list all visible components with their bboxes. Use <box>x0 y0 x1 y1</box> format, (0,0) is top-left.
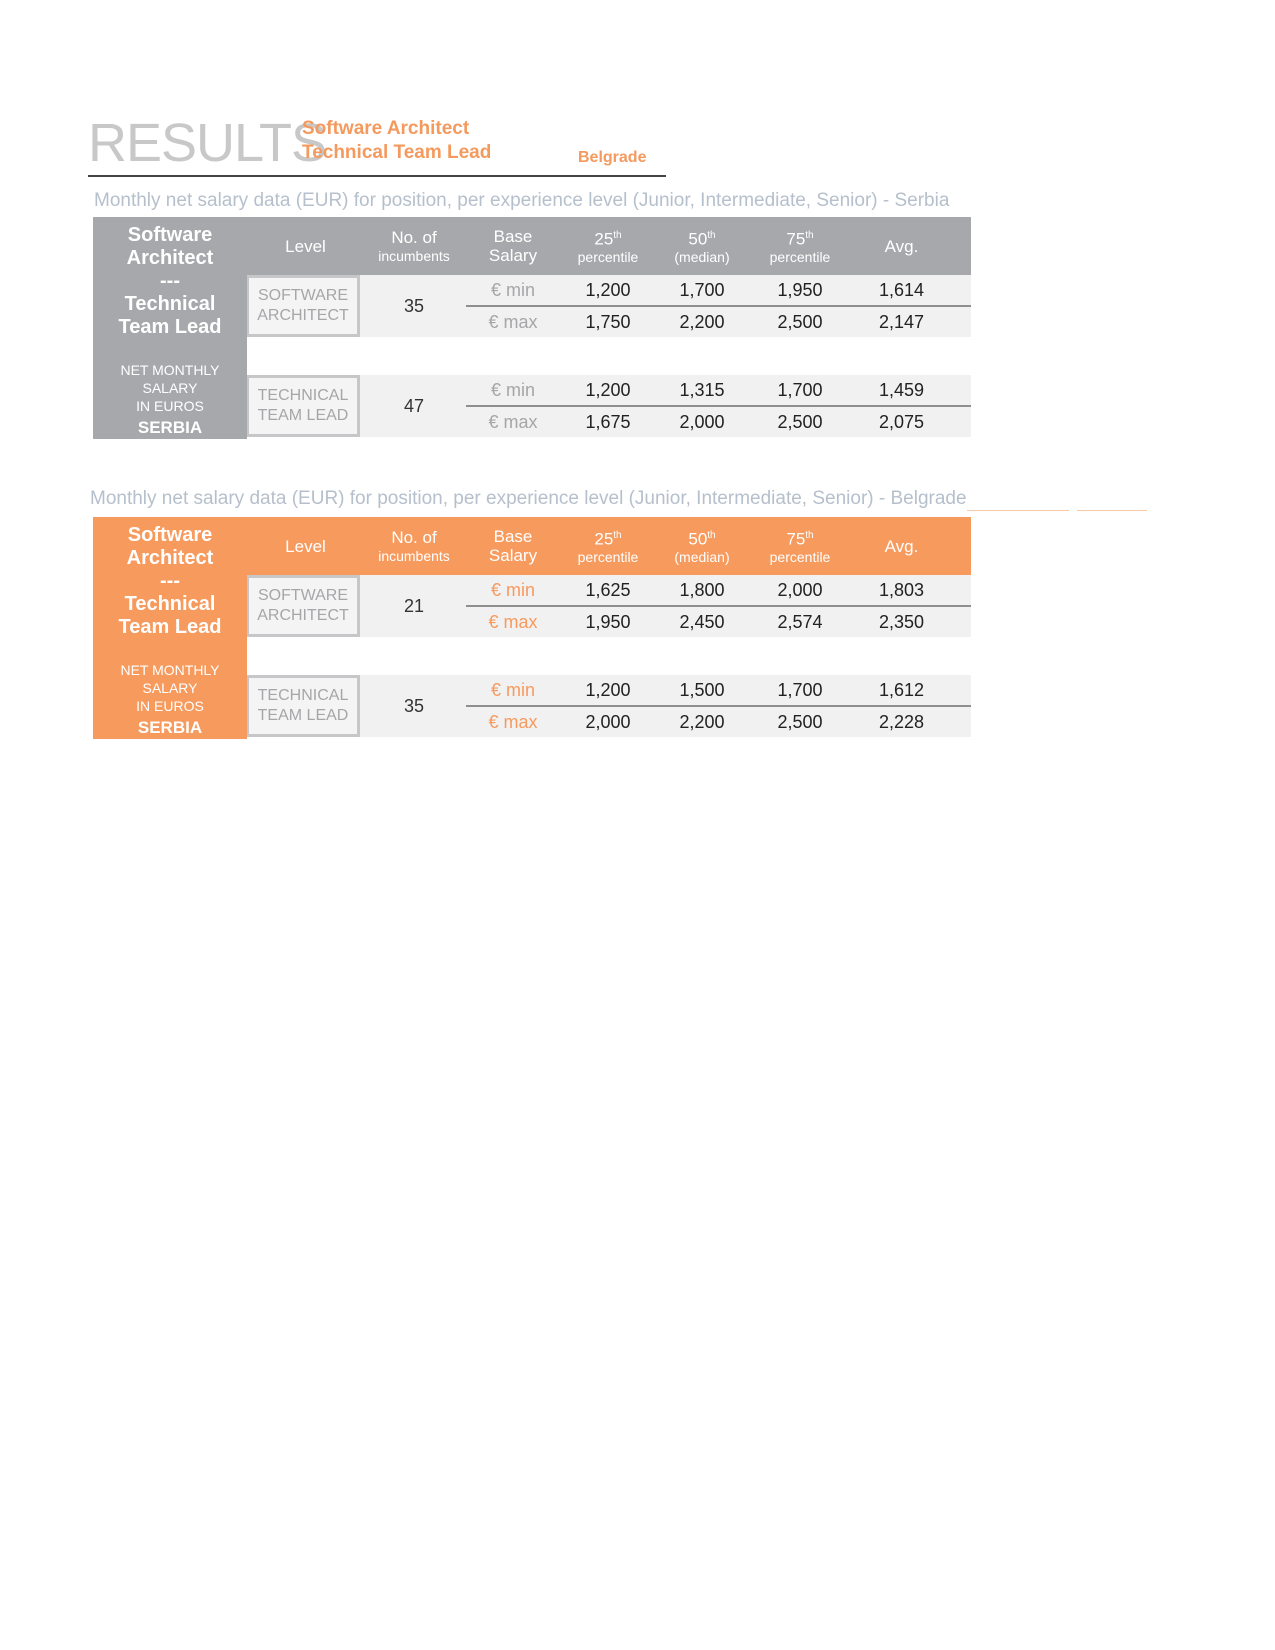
side-title-line: Technical <box>124 593 216 615</box>
table-row <box>247 407 971 438</box>
p75-value: 1,700 <box>777 680 823 700</box>
table-row <box>247 575 971 606</box>
header-p50: 50th (median) <box>674 529 730 566</box>
base-label: € max <box>488 312 538 332</box>
base-label: € max <box>488 712 538 732</box>
belgrade-salary-table <box>93 517 971 739</box>
side-title <box>93 524 247 639</box>
p25-value: 1,200 <box>585 280 631 300</box>
group-technical-team-lead <box>247 375 971 437</box>
table-side-panel <box>93 217 247 439</box>
p50-value: 2,000 <box>679 412 725 432</box>
report-header <box>88 108 668 178</box>
belgrade-caption: Monthly net salary data (EUR) for position, per experience level (Junior, Intermediate, Senior) - Belgrade <box>90 488 967 509</box>
avg-value: 1,612 <box>878 680 925 700</box>
p25-value: 1,200 <box>585 380 631 400</box>
header-p75: 75th percentile <box>769 529 831 566</box>
incumbent-count: 21 <box>403 595 425 616</box>
header-incumbents: No. of incumbents <box>378 227 450 264</box>
p25-value: 1,200 <box>585 680 631 700</box>
side-sub-line: SALARY <box>142 680 198 696</box>
avg-value: 2,350 <box>878 612 925 632</box>
header-p50: 50th (median) <box>674 229 730 266</box>
side-title-line: --- <box>160 270 180 292</box>
side-country: SERBIA <box>137 418 203 437</box>
p50-value: 2,200 <box>679 312 725 332</box>
side-title-line: Architect <box>126 547 214 569</box>
side-title-line: Team Lead <box>118 616 222 638</box>
group-software-architect <box>247 275 971 337</box>
side-title <box>93 224 247 339</box>
table-row <box>247 707 971 738</box>
group-software-architect <box>247 575 971 637</box>
city-label: Belgrade <box>578 149 647 166</box>
header-avg: Avg. <box>884 536 919 556</box>
header-divider <box>88 175 666 177</box>
header-base-salary: Base Salary <box>488 527 538 565</box>
base-label: € min <box>490 680 535 700</box>
p50-value: 2,200 <box>679 712 725 732</box>
header-p75: 75th percentile <box>769 229 831 266</box>
header-incumbents: No. of incumbents <box>378 527 450 564</box>
p25-value: 1,675 <box>585 412 631 432</box>
table-row <box>247 375 971 406</box>
side-title-line: --- <box>160 570 180 592</box>
table-row <box>247 307 971 338</box>
caption-underline <box>967 510 1069 511</box>
header-avg: Avg. <box>884 236 919 256</box>
side-subtitle <box>93 361 247 439</box>
side-sub-line: NET MONTHLY <box>120 362 220 378</box>
incumbent-count: 35 <box>403 295 425 316</box>
side-sub-line: IN EUROS <box>136 698 204 714</box>
avg-value: 1,459 <box>878 380 925 400</box>
results-title: RESULTS <box>88 113 327 173</box>
p75-value: 2,500 <box>777 712 823 732</box>
p25-value: 1,625 <box>585 580 631 600</box>
table-side-panel <box>93 517 247 739</box>
header-base-salary: Base Salary <box>488 227 538 265</box>
table-header-row <box>247 217 971 275</box>
incumbent-count: 47 <box>403 395 425 416</box>
level-label: SOFTWARE ARCHITECT <box>247 275 360 337</box>
base-label: € min <box>490 580 535 600</box>
p50-value: 1,500 <box>679 680 725 700</box>
p75-value: 2,574 <box>777 612 823 632</box>
avg-value: 2,075 <box>878 412 925 432</box>
table-header-row <box>247 517 971 575</box>
p75-value: 2,000 <box>777 580 823 600</box>
incumbent-count: 35 <box>403 695 425 716</box>
level-label: TECHNICAL TEAM LEAD <box>247 675 360 737</box>
level-label: SOFTWARE ARCHITECT <box>247 575 360 637</box>
side-sub-line: NET MONTHLY <box>120 662 220 678</box>
base-label: € max <box>488 412 538 432</box>
p50-value: 1,800 <box>679 580 725 600</box>
side-title-line: Team Lead <box>118 316 222 338</box>
base-label: € min <box>490 380 535 400</box>
p50-value: 2,450 <box>679 612 725 632</box>
table-row <box>247 675 971 706</box>
side-sub-line: IN EUROS <box>136 398 204 414</box>
table-row <box>247 607 971 638</box>
header-p25: 25th percentile <box>577 529 639 566</box>
p75-value: 1,700 <box>777 380 823 400</box>
base-label: € min <box>490 280 535 300</box>
header-level: Level <box>285 536 326 556</box>
p50-value: 1,315 <box>679 380 725 400</box>
p25-value: 1,950 <box>585 612 631 632</box>
side-title-line: Software <box>127 524 213 546</box>
p75-value: 2,500 <box>777 412 823 432</box>
side-country: SERBIA <box>137 718 203 737</box>
avg-value: 1,614 <box>878 280 925 300</box>
p75-value: 2,500 <box>777 312 823 332</box>
side-subtitle <box>93 661 247 739</box>
avg-value: 2,147 <box>878 312 925 332</box>
side-title-line: Technical <box>124 293 216 315</box>
table-row <box>247 275 971 306</box>
p50-value: 1,700 <box>679 280 725 300</box>
side-sub-line: SALARY <box>142 380 198 396</box>
avg-value: 2,228 <box>878 712 925 732</box>
base-label: € max <box>488 612 538 632</box>
position-title-2: Technical Team Lead <box>302 142 492 163</box>
level-label: TECHNICAL TEAM LEAD <box>247 375 360 437</box>
caption-underline <box>1077 510 1147 511</box>
p25-value: 1,750 <box>585 312 631 332</box>
side-title-line: Software <box>127 224 213 246</box>
p75-value: 1,950 <box>777 280 823 300</box>
serbia-salary-table <box>93 217 971 439</box>
header-p25: 25th percentile <box>577 229 639 266</box>
position-title-1: Software Architect <box>302 118 470 139</box>
p25-value: 2,000 <box>585 712 631 732</box>
group-technical-team-lead <box>247 675 971 737</box>
header-level: Level <box>285 236 326 256</box>
serbia-caption: Monthly net salary data (EUR) for position, per experience level (Junior, Intermediate, Senior) - Serbia <box>94 190 950 211</box>
avg-value: 1,803 <box>878 580 925 600</box>
side-title-line: Architect <box>126 247 214 269</box>
